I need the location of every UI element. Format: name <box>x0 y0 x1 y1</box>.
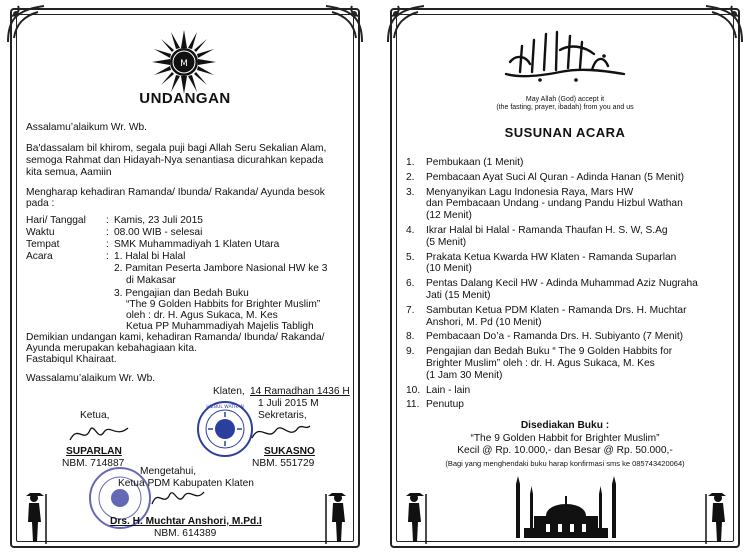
scout-silhouette-icon <box>396 490 434 546</box>
book-price: Kecil @ Rp. 10.000,- dan Besar @ Rp. 50.000,- <box>457 445 673 456</box>
detail-value: 1. Halal bi Halal <box>114 251 186 262</box>
greeting: Assalamu’alaikum Wr. Wb. <box>26 122 147 133</box>
agenda-number: 6. <box>406 278 415 290</box>
date-masehi: 1 Juli 2015 M <box>258 398 319 409</box>
invite-line: Mengharap kehadiran Ramanda/ Ibunda/ Rakanda/ Ayunda besok <box>26 187 325 198</box>
book-note: (Bagi yang menghendaki buku harap konfirmasi sms ke 085743420064) <box>445 459 685 468</box>
intro-line: Ba'dassalam bil khirom, segala puji bagi Allah Seru Sekalian Alam, <box>26 143 327 154</box>
pdm-nbm: NBM. 614389 <box>154 528 217 539</box>
detail-value: SMK Muhammadiyah 1 Klaten Utara <box>114 239 280 250</box>
agenda-item <box>406 278 726 302</box>
mengetahui-label: Mengetahui, <box>140 466 197 477</box>
detail-label: Tempat <box>26 239 60 250</box>
invitation-panel <box>0 0 370 556</box>
corner-ornament-icon <box>704 2 746 44</box>
ketua-pdm-label: Ketua PDM Kabupaten Klaten <box>118 478 254 489</box>
agenda-line: Pentas Dalang Kecil HW - Adinda Muhammad Aziz Nugraha <box>426 278 698 290</box>
detail-row-date: Hari/ Tanggal : Kamis, 23 Juli 2015 <box>26 215 203 226</box>
invite-line: pada : <box>26 198 55 209</box>
ketua-name: SUPARLAN <box>66 446 122 457</box>
agenda-title: SUSUNAN ACARA <box>504 125 626 140</box>
muhammadiyah-logo-icon <box>150 28 218 96</box>
agenda-line: (10 Menit) <box>426 263 472 275</box>
agenda-item <box>406 187 726 222</box>
event-item: “The 9 Golden Habbits for Brighter Muslim” <box>126 299 321 310</box>
agenda-item <box>406 331 726 343</box>
detail-row-place: Tempat : SMK Muhammadiyah 1 Klaten Utara <box>26 239 280 250</box>
agenda-line: Pembukaan (1 Menit) <box>426 157 524 168</box>
agenda-number: 4. <box>406 224 415 236</box>
mosque-silhouette-icon <box>506 476 626 540</box>
detail-value: Kamis, 23 Juli 2015 <box>114 215 203 226</box>
detail-row-time: Waktu : 08.00 WIB - selesai <box>26 227 203 238</box>
agenda-line: Sambutan Ketua PDM Klaten - Ramanda Drs. H. Muchtar <box>426 304 687 316</box>
agenda-item <box>406 346 726 381</box>
calligraphy-caption: (the fasting, prayer, ibadah) from you and us <box>496 104 634 111</box>
agenda-line: (1 Jam 30 Menit) <box>426 369 503 381</box>
agenda-line: Pembacaan Ayat Suci Al Quran - Adinda Hanan (5 Menit) <box>426 171 685 183</box>
scout-silhouette-icon <box>16 490 54 546</box>
agenda-line: Pengajian dan Bedah Buku “ The 9 Golden Habbits for <box>426 346 673 358</box>
event-item: 3. Pengajian dan Bedah Buku <box>114 288 249 299</box>
calligraphy-caption: May Allah (God) accept it <box>525 96 605 103</box>
intro-line: semoga Rahmat dan Hidayah-Nya senantiasa dicurahkan kepada <box>26 155 324 166</box>
agenda-number: 1. <box>406 157 415 168</box>
book-heading: Disediakan Buku : <box>520 420 610 431</box>
corner-ornament-icon <box>384 2 426 44</box>
sekretaris-name: SUKASNO <box>264 446 315 457</box>
agenda-line: Ikrar Halal bi Halal - Ramanda Thaufan H. S. W, S.Ag <box>426 224 668 236</box>
agenda-panel <box>380 0 750 556</box>
svg-text:M: M <box>180 59 188 69</box>
corner-ornament-icon <box>324 2 366 44</box>
event-item: oleh : dr. H. Agus Sukaca, M. Kes <box>126 310 278 321</box>
event-item: di Makasar <box>126 275 176 286</box>
date-hijri: 14 Ramadhan 1436 H <box>250 386 350 397</box>
stamp-text: HIZBUL WATHAN <box>206 405 244 410</box>
corner-ornament-icon <box>4 2 46 44</box>
event-item: 2. Pamitan Peserta Jambore Nasional HW ke 3 <box>114 263 328 274</box>
sekretaris-label: Sekretaris, <box>258 410 307 421</box>
pdm-name: Drs. H. Muchtar Anshori, M.Pd.I <box>110 516 262 527</box>
signature-icon <box>148 484 208 512</box>
agenda-line: Lain - lain <box>426 384 471 396</box>
signature-icon <box>66 418 136 448</box>
agenda-line: dan Pembacaan Undang - undang Pandu Hizbul Wathan <box>426 198 683 210</box>
arabic-calligraphy-icon <box>500 26 630 84</box>
agenda-number: 10. <box>406 384 421 396</box>
agenda-line: Brighter Muslim” oleh : dr. H. Agus Sukaca, M. Kes <box>426 357 655 369</box>
agenda-line: Menyanyikan Lagu Indonesia Raya, Mars HW <box>426 186 634 198</box>
agenda-number: 5. <box>406 251 415 263</box>
detail-label: Acara <box>26 251 53 262</box>
detail-row-event: Acara : 1. Halal bi Halal <box>26 251 186 262</box>
detail-label: Waktu <box>26 227 55 238</box>
agenda-item <box>406 172 726 184</box>
agenda-item <box>406 225 726 249</box>
agenda-line: Anshori, M. Pd (10 Menit) <box>426 316 542 328</box>
closing-line: Fastabiqul Khairaat. <box>26 354 117 365</box>
detail-value: 08.00 WIB - selesai <box>114 227 203 238</box>
closing-greeting: Wassalamu’alaikum Wr. Wb. <box>26 373 156 384</box>
agenda-line: Jati (15 Menit) <box>426 289 491 301</box>
scout-silhouette-icon <box>698 490 736 546</box>
intro-line: kita semua, Aamiin <box>26 167 112 178</box>
invitation-title: UNDANGAN <box>139 90 231 107</box>
agenda-number: 8. <box>406 331 415 343</box>
agenda-line: Prakata Ketua Kwarda HW Klaten - Ramanda Suparlan <box>426 251 677 263</box>
agenda-number: 11. <box>406 399 420 411</box>
book-name: “The 9 Golden Habbit for Brighter Muslim” <box>470 433 660 444</box>
agenda-item <box>406 399 726 411</box>
closing-line: Demikian undangan kami, kehadiran Ramanda/ Ibunda/ Rakanda/ <box>26 332 325 343</box>
agenda-item <box>406 252 726 276</box>
event-item: Ketua PP Muhammadiyah Majelis Tabligh <box>126 321 314 332</box>
ketua-nbm: NBM. 714887 <box>62 458 125 469</box>
agenda-item <box>406 305 726 329</box>
agenda-line: Pembacaan Do’a - Ramanda Drs. H. Subiyanto (7 Menit) <box>426 331 684 343</box>
agenda-number: 2. <box>406 171 415 183</box>
agenda-item <box>406 157 726 169</box>
agenda-line: (5 Menit) <box>426 236 467 248</box>
signature-icon <box>246 418 316 448</box>
place-label: Klaten, <box>213 386 245 397</box>
agenda-list <box>406 157 726 414</box>
agenda-number: 7. <box>406 304 415 316</box>
agenda-line: (12 Menit) <box>426 210 472 222</box>
agenda-number: 9. <box>406 346 415 358</box>
closing-line: Ayunda merupakan kebahagiaan kita. <box>26 343 197 354</box>
detail-label: Hari/ Tanggal <box>26 215 86 226</box>
ketua-label: Ketua, <box>80 410 110 421</box>
scout-silhouette-icon <box>318 490 356 546</box>
agenda-number: 3. <box>406 186 415 198</box>
sekretaris-nbm: NBM. 551729 <box>252 458 315 469</box>
agenda-item <box>406 385 726 397</box>
agenda-line: Penutup <box>426 399 464 411</box>
